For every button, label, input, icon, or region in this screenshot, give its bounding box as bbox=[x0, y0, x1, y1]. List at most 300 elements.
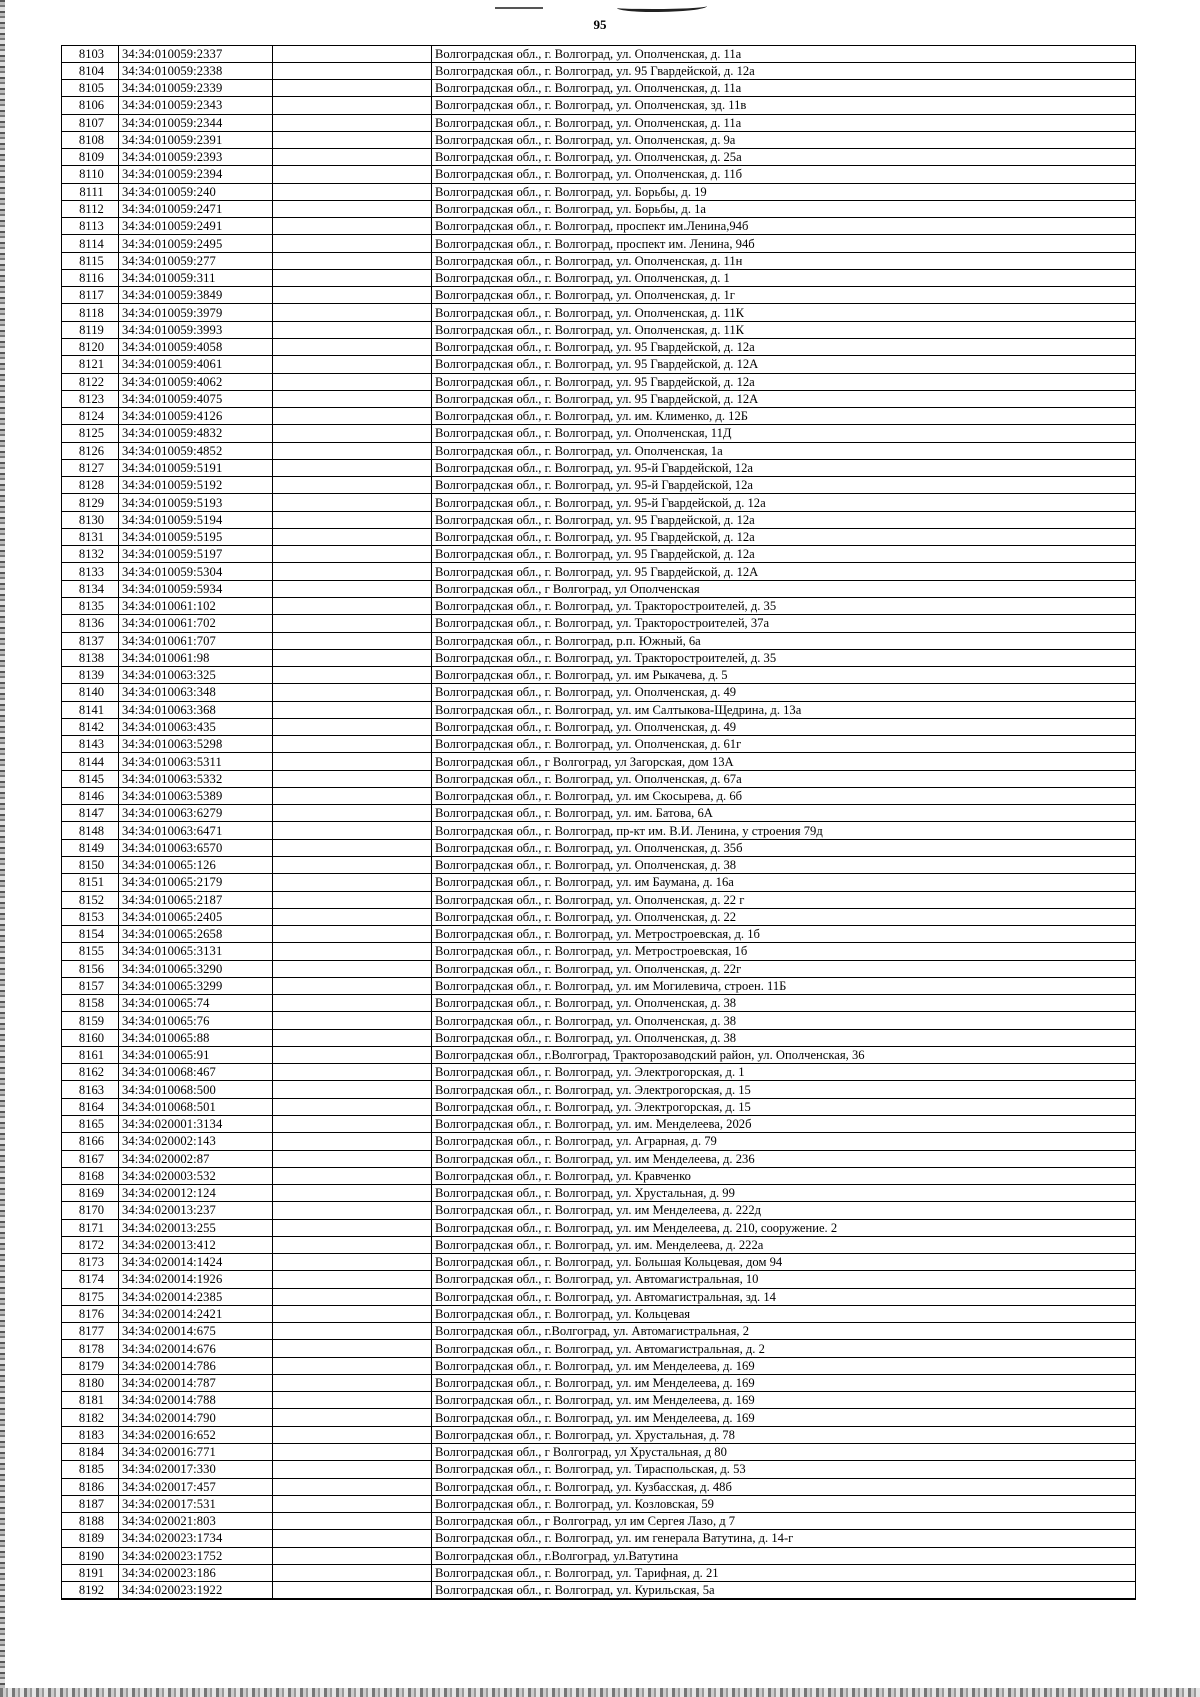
cadastral-number-cell: 34:34:020014:1926 bbox=[119, 1271, 273, 1288]
address-cell: Волгоградская обл., г. Волгоград, ул. Электрогорская, д. 15 bbox=[432, 1098, 1136, 1115]
address-cell: Волгоградская обл., г. Волгоград, ул. им Менделеева, д. 210, сооружение. 2 bbox=[432, 1219, 1136, 1236]
empty-cell bbox=[273, 1081, 432, 1098]
empty-cell bbox=[273, 667, 432, 684]
row-number-cell: 8110 bbox=[62, 166, 119, 183]
table-row bbox=[62, 1323, 1136, 1340]
cadastral-number-cell: 34:34:010065:3131 bbox=[119, 943, 273, 960]
address-cell: Волгоградская обл., г. Волгоград, ул. им Менделеева, д. 169 bbox=[432, 1357, 1136, 1374]
empty-cell bbox=[273, 1046, 432, 1063]
address-cell: Волгоградская обл., г Волгоград, ул Хрустальная, д 80 bbox=[432, 1444, 1136, 1461]
address-cell: Волгоградская обл., г. Волгоград, ул. 95-й Гвардейской, 12а bbox=[432, 477, 1136, 494]
empty-cell bbox=[273, 770, 432, 787]
table-row bbox=[62, 856, 1136, 873]
row-number-cell: 8176 bbox=[62, 1305, 119, 1322]
table-row bbox=[62, 1219, 1136, 1236]
cadastral-number-cell: 34:34:010061:98 bbox=[119, 649, 273, 666]
row-number-cell: 8103 bbox=[62, 45, 119, 62]
address-cell: Волгоградская обл., г. Волгоград, ул. Ополченская, д. 9а bbox=[432, 131, 1136, 148]
cadastral-number-cell: 34:34:010059:5304 bbox=[119, 563, 273, 580]
empty-cell bbox=[273, 1167, 432, 1184]
address-cell: Волгоградская обл., г. Волгоград, ул. Ополченская, д. 49 bbox=[432, 718, 1136, 735]
empty-cell bbox=[273, 477, 432, 494]
empty-cell bbox=[273, 977, 432, 994]
cadastral-number-cell: 34:34:010059:2495 bbox=[119, 235, 273, 252]
empty-cell bbox=[273, 856, 432, 873]
empty-cell bbox=[273, 252, 432, 269]
row-number-cell: 8132 bbox=[62, 546, 119, 563]
address-cell: Волгоградская обл., г. Волгоград, ул. Ополченская, д. 11а bbox=[432, 45, 1136, 62]
empty-cell bbox=[273, 373, 432, 390]
cadastral-number-cell: 34:34:010059:4062 bbox=[119, 373, 273, 390]
row-number-cell: 8192 bbox=[62, 1582, 119, 1600]
table-row bbox=[62, 494, 1136, 511]
registry-table bbox=[61, 45, 1136, 1601]
cadastral-number-cell: 34:34:010063:5389 bbox=[119, 787, 273, 804]
empty-cell bbox=[273, 494, 432, 511]
empty-cell bbox=[273, 701, 432, 718]
empty-cell bbox=[273, 1392, 432, 1409]
empty-cell bbox=[273, 908, 432, 925]
address-cell: Волгоградская обл., г. Волгоград, ул. Электрогорская, д. 1 bbox=[432, 1064, 1136, 1081]
table-row bbox=[62, 874, 1136, 891]
address-cell: Волгоградская обл., г. Волгоград, ул. Борьбы, д. 1а bbox=[432, 200, 1136, 217]
table-row bbox=[62, 580, 1136, 597]
cadastral-number-cell: 34:34:010059:5934 bbox=[119, 580, 273, 597]
address-cell: Волгоградская обл., г Волгоград, ул Загорская, дом 13А bbox=[432, 753, 1136, 770]
address-cell: Волгоградская обл., г. Волгоград, ул. Ополченская, д. 1 bbox=[432, 269, 1136, 286]
empty-cell bbox=[273, 1461, 432, 1478]
cadastral-number-cell: 34:34:020016:652 bbox=[119, 1426, 273, 1443]
cadastral-number-cell: 34:34:010068:501 bbox=[119, 1098, 273, 1115]
table-row bbox=[62, 218, 1136, 235]
address-cell: Волгоградская обл., г. Волгоград, ул. Метростроевская, д. 1б bbox=[432, 926, 1136, 943]
row-number-cell: 8188 bbox=[62, 1513, 119, 1530]
address-cell: Волгоградская обл., г. Волгоград, ул. Кольцевая bbox=[432, 1305, 1136, 1322]
empty-cell bbox=[273, 1185, 432, 1202]
cadastral-number-cell: 34:34:010059:277 bbox=[119, 252, 273, 269]
cadastral-number-cell: 34:34:010059:4075 bbox=[119, 390, 273, 407]
cadastral-number-cell: 34:34:010063:348 bbox=[119, 684, 273, 701]
row-number-cell: 8156 bbox=[62, 960, 119, 977]
cadastral-number-cell: 34:34:010065:91 bbox=[119, 1046, 273, 1063]
address-cell: Волгоградская обл., г. Волгоград, ул. Ополченская, д. 25а bbox=[432, 149, 1136, 166]
row-number-cell: 8145 bbox=[62, 770, 119, 787]
table-row bbox=[62, 598, 1136, 615]
row-number-cell: 8189 bbox=[62, 1530, 119, 1547]
address-cell: Волгоградская обл., г. Волгоград, ул. Кузбасская, д. 48б bbox=[432, 1478, 1136, 1495]
row-number-cell: 8165 bbox=[62, 1115, 119, 1132]
empty-cell bbox=[273, 926, 432, 943]
registry-table-body bbox=[62, 45, 1136, 1599]
cadastral-number-cell: 34:34:020012:124 bbox=[119, 1185, 273, 1202]
table-row bbox=[62, 546, 1136, 563]
address-cell: Волгоградская обл., г. Волгоград, ул. Ополченская, 11Д bbox=[432, 425, 1136, 442]
table-row bbox=[62, 269, 1136, 286]
address-cell: Волгоградская обл., г. Волгоград, ул. Ополченская, 1а bbox=[432, 442, 1136, 459]
address-cell: Волгоградская обл., г. Волгоград, ул. им Менделеева, д. 169 bbox=[432, 1409, 1136, 1426]
empty-cell bbox=[273, 1133, 432, 1150]
address-cell: Волгоградская обл., г. Волгоград, ул. Ополченская, д. 11а bbox=[432, 114, 1136, 131]
table-row bbox=[62, 1340, 1136, 1357]
cadastral-number-cell: 34:34:020014:2421 bbox=[119, 1305, 273, 1322]
row-number-cell: 8158 bbox=[62, 995, 119, 1012]
empty-cell bbox=[273, 1115, 432, 1132]
table-row bbox=[62, 166, 1136, 183]
table-row bbox=[62, 149, 1136, 166]
table-row bbox=[62, 1374, 1136, 1391]
empty-cell bbox=[273, 1236, 432, 1253]
address-cell: Волгоградская обл., г. Волгоград, ул. 95 Гвардейской, д. 12а bbox=[432, 62, 1136, 79]
table-row bbox=[62, 356, 1136, 373]
cadastral-number-cell: 34:34:020017:330 bbox=[119, 1461, 273, 1478]
row-number-cell: 8115 bbox=[62, 252, 119, 269]
row-number-cell: 8149 bbox=[62, 839, 119, 856]
cadastral-number-cell: 34:34:010065:2187 bbox=[119, 891, 273, 908]
address-cell: Волгоградская обл., г. Волгоград, ул. Электрогорская, д. 15 bbox=[432, 1081, 1136, 1098]
table-row bbox=[62, 1530, 1136, 1547]
row-number-cell: 8141 bbox=[62, 701, 119, 718]
row-number-cell: 8155 bbox=[62, 943, 119, 960]
address-cell: Волгоградская обл., г. Волгоград, р.п. Южный, 6а bbox=[432, 632, 1136, 649]
cadastral-number-cell: 34:34:010059:240 bbox=[119, 183, 273, 200]
empty-cell bbox=[273, 1254, 432, 1271]
empty-cell bbox=[273, 183, 432, 200]
address-cell: Волгоградская обл., г. Волгоград, ул. им Могилевича, строен. 11Б bbox=[432, 977, 1136, 994]
empty-cell bbox=[273, 753, 432, 770]
table-row bbox=[62, 1167, 1136, 1184]
cadastral-number-cell: 34:34:010065:74 bbox=[119, 995, 273, 1012]
table-row bbox=[62, 718, 1136, 735]
empty-cell bbox=[273, 1323, 432, 1340]
row-number-cell: 8179 bbox=[62, 1357, 119, 1374]
empty-cell bbox=[273, 339, 432, 356]
address-cell: Волгоградская обл., г. Волгоград, ул. Тираспольская, д. 53 bbox=[432, 1461, 1136, 1478]
table-row bbox=[62, 960, 1136, 977]
empty-cell bbox=[273, 787, 432, 804]
table-row bbox=[62, 80, 1136, 97]
address-cell: Волгоградская обл., г. Волгоград, ул. им. Менделеева, 202б bbox=[432, 1115, 1136, 1132]
row-number-cell: 8143 bbox=[62, 736, 119, 753]
row-number-cell: 8138 bbox=[62, 649, 119, 666]
table-row bbox=[62, 304, 1136, 321]
empty-cell bbox=[273, 321, 432, 338]
address-cell: Волгоградская обл., г. Волгоград, ул. 95 Гвардейской, д. 12А bbox=[432, 356, 1136, 373]
address-cell: Волгоградская обл., г. Волгоград, ул. 95 Гвардейской, д. 12а bbox=[432, 511, 1136, 528]
empty-cell bbox=[273, 874, 432, 891]
row-number-cell: 8162 bbox=[62, 1064, 119, 1081]
address-cell: Волгоградская обл., г. Волгоград, ул. 95-й Гвардейской, д. 12а bbox=[432, 494, 1136, 511]
empty-cell bbox=[273, 356, 432, 373]
cadastral-number-cell: 34:34:010061:707 bbox=[119, 632, 273, 649]
table-row bbox=[62, 1271, 1136, 1288]
table-row bbox=[62, 1254, 1136, 1271]
cadastral-number-cell: 34:34:010063:6471 bbox=[119, 822, 273, 839]
address-cell: Волгоградская обл., г. Волгоград, ул. Аграрная, д. 79 bbox=[432, 1133, 1136, 1150]
empty-cell bbox=[273, 459, 432, 476]
cadastral-number-cell: 34:34:010059:2338 bbox=[119, 62, 273, 79]
address-cell: Волгоградская обл., г. Волгоград, ул. Ополченская, д. 1г bbox=[432, 287, 1136, 304]
cadastral-number-cell: 34:34:010059:3993 bbox=[119, 321, 273, 338]
table-row bbox=[62, 908, 1136, 925]
empty-cell bbox=[273, 1513, 432, 1530]
cadastral-number-cell: 34:34:010059:2471 bbox=[119, 200, 273, 217]
address-cell: Волгоградская обл., г. Волгоград, ул. им генерала Ватутина, д. 14-г bbox=[432, 1530, 1136, 1547]
row-number-cell: 8123 bbox=[62, 390, 119, 407]
row-number-cell: 8160 bbox=[62, 1029, 119, 1046]
row-number-cell: 8122 bbox=[62, 373, 119, 390]
empty-cell bbox=[273, 80, 432, 97]
row-number-cell: 8113 bbox=[62, 218, 119, 235]
table-row bbox=[62, 97, 1136, 114]
address-cell: Волгоградская обл., г. Волгоград, ул. Ополченская, д. 38 bbox=[432, 856, 1136, 873]
address-cell: Волгоградская обл., г. Волгоград, ул. Хрустальная, д. 99 bbox=[432, 1185, 1136, 1202]
address-cell: Волгоградская обл., г. Волгоград, ул. Большая Кольцевая, дом 94 bbox=[432, 1254, 1136, 1271]
cadastral-number-cell: 34:34:020002:143 bbox=[119, 1133, 273, 1150]
empty-cell bbox=[273, 1340, 432, 1357]
row-number-cell: 8105 bbox=[62, 80, 119, 97]
address-cell: Волгоградская обл., г. Волгоград, ул. Ополченская, д. 38 bbox=[432, 995, 1136, 1012]
row-number-cell: 8131 bbox=[62, 528, 119, 545]
address-cell: Волгоградская обл., г.Волгоград, ул.Ватутина bbox=[432, 1547, 1136, 1564]
cadastral-number-cell: 34:34:020014:787 bbox=[119, 1374, 273, 1391]
empty-cell bbox=[273, 511, 432, 528]
address-cell: Волгоградская обл., г. Волгоград, ул. Борьбы, д. 19 bbox=[432, 183, 1136, 200]
cadastral-number-cell: 34:34:010065:2405 bbox=[119, 908, 273, 925]
row-number-cell: 8184 bbox=[62, 1444, 119, 1461]
cadastral-number-cell: 34:34:010063:5332 bbox=[119, 770, 273, 787]
row-number-cell: 8106 bbox=[62, 97, 119, 114]
empty-cell bbox=[273, 805, 432, 822]
empty-cell bbox=[273, 97, 432, 114]
cadastral-number-cell: 34:34:020014:675 bbox=[119, 1323, 273, 1340]
table-row bbox=[62, 252, 1136, 269]
row-number-cell: 8136 bbox=[62, 615, 119, 632]
cadastral-number-cell: 34:34:010068:500 bbox=[119, 1081, 273, 1098]
row-number-cell: 8124 bbox=[62, 408, 119, 425]
row-number-cell: 8127 bbox=[62, 459, 119, 476]
address-cell: Волгоградская обл., г. Волгоград, ул. им Менделеева, д. 222д bbox=[432, 1202, 1136, 1219]
row-number-cell: 8185 bbox=[62, 1461, 119, 1478]
empty-cell bbox=[273, 1305, 432, 1322]
address-cell: Волгоградская обл., г. Волгоград, ул. Ополченская, д. 38 bbox=[432, 1012, 1136, 1029]
table-row bbox=[62, 1098, 1136, 1115]
row-number-cell: 8186 bbox=[62, 1478, 119, 1495]
table-row bbox=[62, 649, 1136, 666]
address-cell: Волгоградская обл., г. Волгоград, ул. 95 Гвардейской, д. 12а bbox=[432, 373, 1136, 390]
empty-cell bbox=[273, 408, 432, 425]
cadastral-number-cell: 34:34:010059:2391 bbox=[119, 131, 273, 148]
cadastral-number-cell: 34:34:010059:5197 bbox=[119, 546, 273, 563]
row-number-cell: 8183 bbox=[62, 1426, 119, 1443]
row-number-cell: 8150 bbox=[62, 856, 119, 873]
empty-cell bbox=[273, 1530, 432, 1547]
address-cell: Волгоградская обл., г. Волгоград, пр-кт им. В.И. Ленина, у строения 79д bbox=[432, 822, 1136, 839]
cadastral-number-cell: 34:34:010059:3979 bbox=[119, 304, 273, 321]
empty-cell bbox=[273, 839, 432, 856]
address-cell: Волгоградская обл., г Волгоград, ул им Сергея Лазо, д 7 bbox=[432, 1513, 1136, 1530]
row-number-cell: 8181 bbox=[62, 1392, 119, 1409]
empty-cell bbox=[273, 45, 432, 62]
table-row bbox=[62, 1513, 1136, 1530]
cadastral-number-cell: 34:34:010065:126 bbox=[119, 856, 273, 873]
table-row bbox=[62, 442, 1136, 459]
empty-cell bbox=[273, 546, 432, 563]
row-number-cell: 8148 bbox=[62, 822, 119, 839]
table-row bbox=[62, 425, 1136, 442]
row-number-cell: 8144 bbox=[62, 753, 119, 770]
row-number-cell: 8135 bbox=[62, 598, 119, 615]
empty-cell bbox=[273, 563, 432, 580]
cadastral-number-cell: 34:34:010059:2393 bbox=[119, 149, 273, 166]
empty-cell bbox=[273, 684, 432, 701]
empty-cell bbox=[273, 218, 432, 235]
cadastral-number-cell: 34:34:010059:311 bbox=[119, 269, 273, 286]
cadastral-number-cell: 34:34:010065:2658 bbox=[119, 926, 273, 943]
table-row bbox=[62, 1444, 1136, 1461]
empty-cell bbox=[273, 1064, 432, 1081]
cadastral-number-cell: 34:34:020014:788 bbox=[119, 1392, 273, 1409]
row-number-cell: 8139 bbox=[62, 667, 119, 684]
empty-cell bbox=[273, 287, 432, 304]
cadastral-number-cell: 34:34:010068:467 bbox=[119, 1064, 273, 1081]
ink-mark-top bbox=[617, 2, 707, 12]
row-number-cell: 8167 bbox=[62, 1150, 119, 1167]
table-row bbox=[62, 822, 1136, 839]
table-row bbox=[62, 1582, 1136, 1600]
cadastral-number-cell: 34:34:020014:1424 bbox=[119, 1254, 273, 1271]
empty-cell bbox=[273, 1012, 432, 1029]
table-row bbox=[62, 321, 1136, 338]
address-cell: Волгоградская обл., г. Волгоград, ул. им. Клименко, д. 12Б bbox=[432, 408, 1136, 425]
cadastral-number-cell: 34:34:020002:87 bbox=[119, 1150, 273, 1167]
address-cell: Волгоградская обл., г. Волгоград, проспект им. Ленина, 94б bbox=[432, 235, 1136, 252]
cadastral-number-cell: 34:34:020023:1752 bbox=[119, 1547, 273, 1564]
table-row bbox=[62, 977, 1136, 994]
cadastral-number-cell: 34:34:020013:255 bbox=[119, 1219, 273, 1236]
row-number-cell: 8178 bbox=[62, 1340, 119, 1357]
cadastral-number-cell: 34:34:010059:5192 bbox=[119, 477, 273, 494]
table-row bbox=[62, 1357, 1136, 1374]
row-number-cell: 8114 bbox=[62, 235, 119, 252]
row-number-cell: 8182 bbox=[62, 1409, 119, 1426]
row-number-cell: 8174 bbox=[62, 1271, 119, 1288]
empty-cell bbox=[273, 1029, 432, 1046]
table-row bbox=[62, 114, 1136, 131]
address-cell: Волгоградская обл., г. Волгоград, ул. 95-й Гвардейской, 12а bbox=[432, 459, 1136, 476]
row-number-cell: 8125 bbox=[62, 425, 119, 442]
address-cell: Волгоградская обл., г. Волгоград, ул. Автомагистральная, зд. 14 bbox=[432, 1288, 1136, 1305]
cadastral-number-cell: 34:34:010059:5194 bbox=[119, 511, 273, 528]
cadastral-number-cell: 34:34:020013:412 bbox=[119, 1236, 273, 1253]
row-number-cell: 8159 bbox=[62, 1012, 119, 1029]
cadastral-number-cell: 34:34:020003:532 bbox=[119, 1167, 273, 1184]
empty-cell bbox=[273, 822, 432, 839]
empty-cell bbox=[273, 891, 432, 908]
row-number-cell: 8107 bbox=[62, 114, 119, 131]
table-row bbox=[62, 1012, 1136, 1029]
empty-cell bbox=[273, 649, 432, 666]
row-number-cell: 8164 bbox=[62, 1098, 119, 1115]
row-number-cell: 8168 bbox=[62, 1167, 119, 1184]
table-row bbox=[62, 45, 1136, 62]
table-row bbox=[62, 1495, 1136, 1512]
empty-cell bbox=[273, 304, 432, 321]
empty-cell bbox=[273, 943, 432, 960]
row-number-cell: 8157 bbox=[62, 977, 119, 994]
empty-cell bbox=[273, 960, 432, 977]
address-cell: Волгоградская обл., г. Волгоград, проспект им.Ленина,94б bbox=[432, 218, 1136, 235]
cadastral-number-cell: 34:34:010059:4852 bbox=[119, 442, 273, 459]
table-row bbox=[62, 770, 1136, 787]
row-number-cell: 8161 bbox=[62, 1046, 119, 1063]
table-row bbox=[62, 528, 1136, 545]
address-cell: Волгоградская обл., г. Волгоград, ул. им Салтыкова-Щедрина, д. 13а bbox=[432, 701, 1136, 718]
address-cell: Волгоградская обл., г. Волгоград, ул. Ополченская, д. 61г bbox=[432, 736, 1136, 753]
address-cell: Волгоградская обл., г. Волгоград, ул. Ополченская, д. 35б bbox=[432, 839, 1136, 856]
address-cell: Волгоградская обл., г. Волгоград, ул. им Баумана, д. 16а bbox=[432, 874, 1136, 891]
empty-cell bbox=[273, 235, 432, 252]
address-cell: Волгоградская обл., г. Волгоград, ул. Ополченская, д. 11а bbox=[432, 80, 1136, 97]
cadastral-number-cell: 34:34:010063:5311 bbox=[119, 753, 273, 770]
address-cell: Волгоградская обл., г. Волгоград, ул. Ополченская, д. 11б bbox=[432, 166, 1136, 183]
cadastral-number-cell: 34:34:010065:3299 bbox=[119, 977, 273, 994]
address-cell: Волгоградская обл., г. Волгоград, ул. Ополченская, д. 22 bbox=[432, 908, 1136, 925]
cadastral-number-cell: 34:34:010063:5298 bbox=[119, 736, 273, 753]
cadastral-number-cell: 34:34:010059:2339 bbox=[119, 80, 273, 97]
row-number-cell: 8166 bbox=[62, 1133, 119, 1150]
table-row bbox=[62, 753, 1136, 770]
empty-cell bbox=[273, 1547, 432, 1564]
cadastral-number-cell: 34:34:010059:4061 bbox=[119, 356, 273, 373]
empty-cell bbox=[273, 114, 432, 131]
address-cell: Волгоградская обл., г.Волгоград, ул. Автомагистральная, 2 bbox=[432, 1323, 1136, 1340]
empty-cell bbox=[273, 1478, 432, 1495]
empty-cell bbox=[273, 1202, 432, 1219]
row-number-cell: 8175 bbox=[62, 1288, 119, 1305]
address-cell: Волгоградская обл., г. Волгоград, ул. 95 Гвардейской, д. 12А bbox=[432, 563, 1136, 580]
address-cell: Волгоградская обл., г. Волгоград, ул. Тракторостроителей, д. 35 bbox=[432, 649, 1136, 666]
empty-cell bbox=[273, 615, 432, 632]
empty-cell bbox=[273, 1374, 432, 1391]
address-cell: Волгоградская обл., г. Волгоград, ул. Ополченская, д. 38 bbox=[432, 1029, 1136, 1046]
cadastral-number-cell: 34:34:010059:5193 bbox=[119, 494, 273, 511]
cadastral-number-cell: 34:34:010063:435 bbox=[119, 718, 273, 735]
empty-cell bbox=[273, 200, 432, 217]
row-number-cell: 8111 bbox=[62, 183, 119, 200]
cadastral-number-cell: 34:34:010059:4832 bbox=[119, 425, 273, 442]
row-number-cell: 8171 bbox=[62, 1219, 119, 1236]
row-number-cell: 8146 bbox=[62, 787, 119, 804]
table-row bbox=[62, 1202, 1136, 1219]
row-number-cell: 8172 bbox=[62, 1236, 119, 1253]
address-cell: Волгоградская обл., г. Волгоград, ул. Тарифная, д. 21 bbox=[432, 1564, 1136, 1581]
row-number-cell: 8163 bbox=[62, 1081, 119, 1098]
cadastral-number-cell: 34:34:020017:531 bbox=[119, 1495, 273, 1512]
cadastral-number-cell: 34:34:010059:2491 bbox=[119, 218, 273, 235]
cadastral-number-cell: 34:34:020014:676 bbox=[119, 1340, 273, 1357]
table-row bbox=[62, 995, 1136, 1012]
cadastral-number-cell: 34:34:010065:2179 bbox=[119, 874, 273, 891]
address-cell: Волгоградская обл., г. Волгоград, ул. Хрустальная, д. 78 bbox=[432, 1426, 1136, 1443]
table-row bbox=[62, 891, 1136, 908]
cadastral-number-cell: 34:34:010063:325 bbox=[119, 667, 273, 684]
empty-cell bbox=[273, 995, 432, 1012]
cadastral-number-cell: 34:34:010059:4126 bbox=[119, 408, 273, 425]
table-row bbox=[62, 563, 1136, 580]
address-cell: Волгоградская обл., г. Волгоград, ул. им Менделеева, д. 169 bbox=[432, 1392, 1136, 1409]
row-number-cell: 8118 bbox=[62, 304, 119, 321]
cadastral-number-cell: 34:34:010061:102 bbox=[119, 598, 273, 615]
